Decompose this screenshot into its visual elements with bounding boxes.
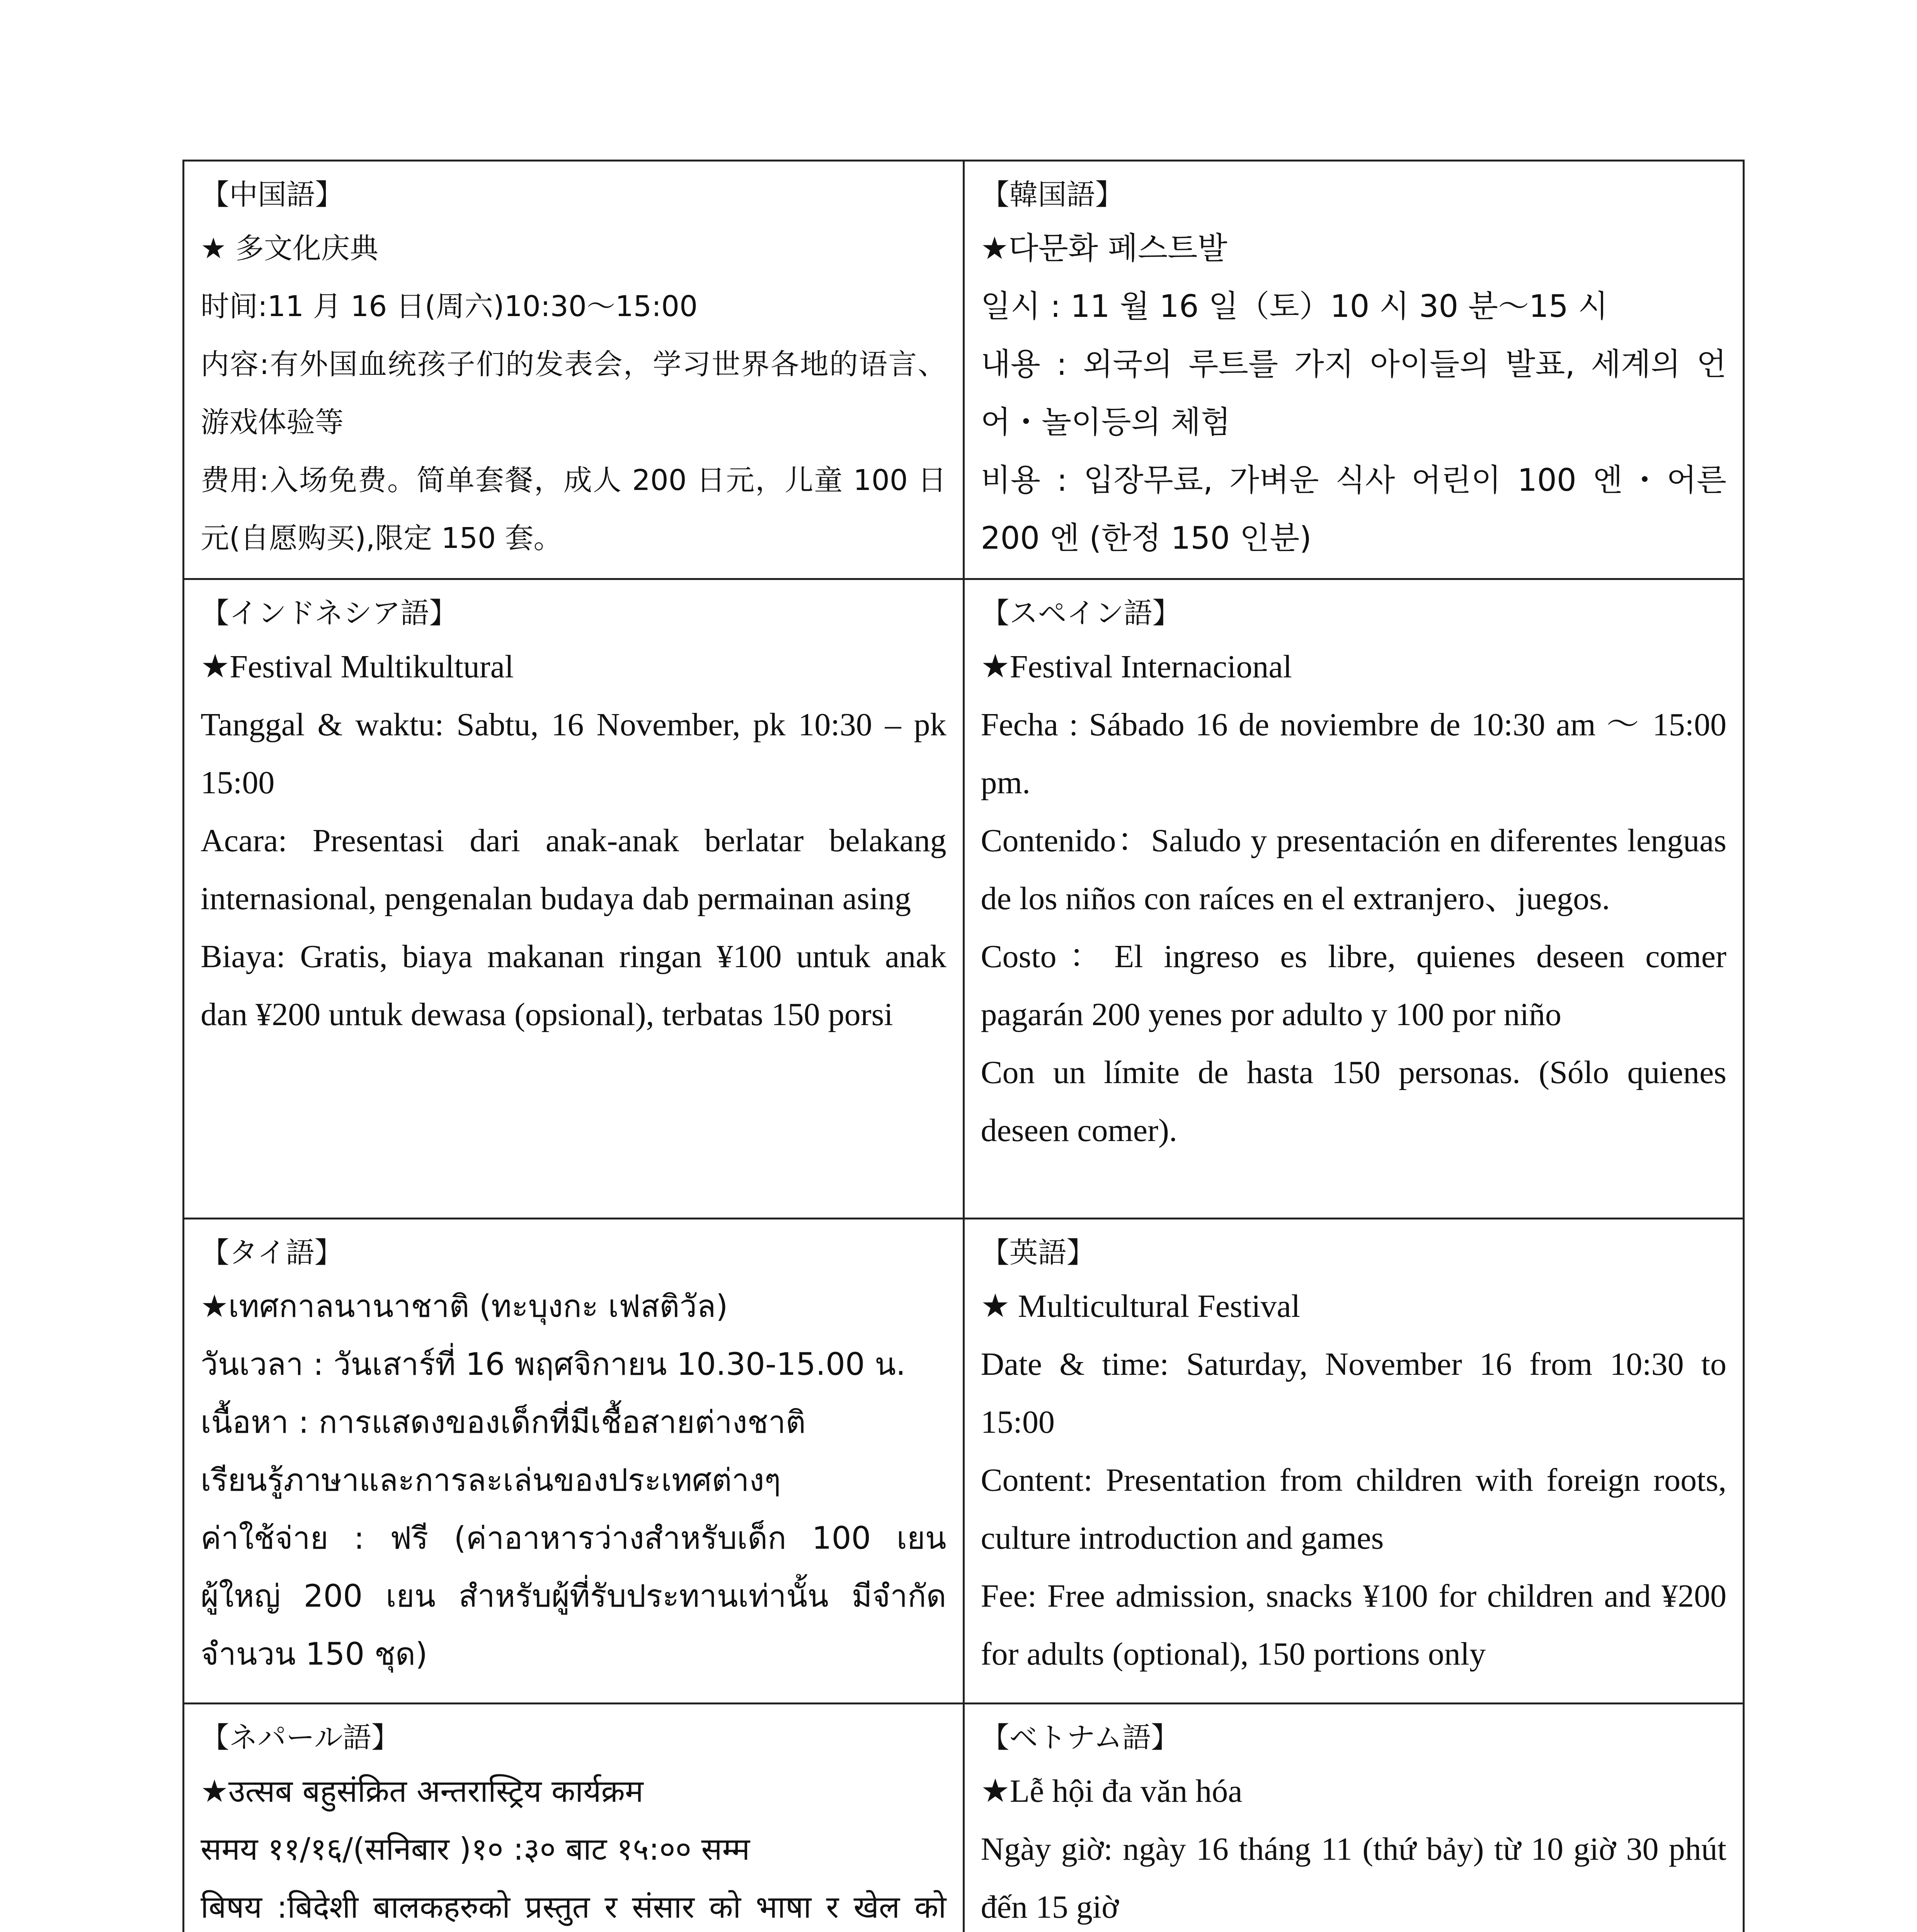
event-title: ★다문화 페스트발 — [981, 230, 1227, 266]
event-datetime: Date & time: Saturday, November 16 from 10:30 to 15:00 — [981, 1346, 1726, 1440]
language-heading: 【インドネシア語】 — [201, 597, 458, 630]
event-content-detail: เรียนรู้ภาษาและการละเล่นของประเทศต่างๆ — [201, 1462, 781, 1498]
event-content: Acara: Presentasi dari anak-anak berlatar belakang internasional, pengenalan budaya dab permainan asing — [201, 823, 947, 917]
event-datetime: 时间:11 月 16 日(周六)10:30〜15:00 — [201, 290, 698, 323]
event-content: เนื้อหา : การแสดงของเด็กที่มีเชื้อสายต่างชาติ — [201, 1404, 806, 1440]
cell-korean — [964, 161, 1744, 579]
event-fee: 费用:入场免费。简单套餐，成人 200 日元，儿童 100 日元(自愿购买),限定 150 套。 — [201, 464, 947, 555]
event-fee: Fee: Free admission, snacks ¥100 for children and ¥200 for adults (optional), 150 portions only — [981, 1578, 1726, 1672]
event-fee: Costo：El ingreso es libre, quienes deseen comer pagarán 200 yenes por adulto y 100 por niño — [981, 939, 1726, 1032]
event-fee: 비용 : 입장무료, 가벼운 식사 어린이 100 엔・어른 200 엔 (한정 150 인분) — [981, 462, 1726, 556]
event-content: 내용 : 외국의 루트를 가지 아이들의 발표, 세계의 언어・놀이등의 체험 — [981, 346, 1726, 440]
event-title: ★Festival Internacional — [981, 649, 1292, 685]
event-title: ★Lễ hội đa văn hóa — [981, 1773, 1243, 1809]
language-heading: 【ベトナム語】 — [981, 1721, 1180, 1754]
event-datetime: Ngày giờ: ngày 16 tháng 11 (thứ bảy) từ 10 giờ 30 phút đến 15 giờ — [981, 1831, 1726, 1925]
cell-thai — [184, 1219, 964, 1704]
event-fee: Biaya: Gratis, biaya makanan ringan ¥100 untuk anak dan ¥200 untuk dewasa (opsional), terbatas 150 porsi — [201, 939, 947, 1032]
translation-table — [182, 160, 1745, 1932]
event-title: ★ 多文化庆典 — [201, 232, 378, 265]
table-row — [184, 579, 1744, 1219]
event-content: Contenido：Saludo y presentación en diferentes lenguas de los niños con raíces en el extranjero、juegos. — [981, 823, 1726, 917]
table-row — [184, 1704, 1744, 1932]
language-heading: 【タイ語】 — [201, 1236, 343, 1269]
cell-chinese — [184, 161, 964, 579]
language-heading: 【ネパール語】 — [201, 1721, 400, 1754]
event-title: ★เทศกาลนานาชาติ (ทะบุงกะ เฟสติวัล) — [201, 1288, 728, 1324]
event-datetime: 일시 : 11 월 16 일（토）10 시 30 분〜15 시 — [981, 288, 1608, 324]
event-content: बिषय :बिदेशी बालकहरुको प्रस्तुत र संसार को भाषा र खेल को — [201, 1889, 947, 1925]
table-row — [184, 161, 1744, 579]
event-title: ★ Multicultural Festival — [981, 1288, 1301, 1324]
event-datetime: Tanggal & waktu: Sabtu, 16 November, pk 10:30 – pk 15:00 — [201, 707, 947, 801]
event-content: Content: Presentation from children with foreign roots, culture introduction and games — [981, 1462, 1726, 1556]
event-title: ★उत्सब बहुसंक्रित अन्तरास्ट्रिय कार्यक्रम — [201, 1773, 644, 1809]
language-heading: 【韓国語】 — [981, 178, 1124, 211]
language-heading: 【中国語】 — [201, 178, 344, 211]
cell-vietnamese — [964, 1704, 1744, 1932]
cell-indonesian — [184, 579, 964, 1219]
event-content: 内容:有外国血统孩子们的发表会，学习世界各地的语言、游戏体验等 — [201, 348, 947, 439]
table-row — [184, 1219, 1744, 1704]
language-heading: 【スペイン語】 — [981, 597, 1181, 630]
event-datetime: Fecha : Sábado 16 de noviembre de 10:30 am 〜 15:00 pm. — [981, 707, 1726, 801]
event-title: ★Festival Multikultural — [201, 649, 514, 685]
language-heading: 【英語】 — [981, 1236, 1095, 1269]
cell-nepali — [184, 1704, 964, 1932]
event-limit: Con un límite de hasta 150 personas. (Sólo quienes deseen comer). — [981, 1054, 1726, 1148]
event-datetime: समय ११/१६/(सनिबार )१० :३० बाट १५:०० सम्म — [201, 1831, 750, 1867]
event-fee: ค่าใช้จ่าย : ฟรี (ค่าอาหารว่างสำหรับเด็ก 100 เยน ผู้ใหญ่ 200 เยน สำหรับผู้ที่รับประทานเท่านั้น มีจำกัดจำนวน 150 ชุด) — [201, 1520, 947, 1672]
event-datetime: วันเวลา : วันเสาร์ที่ 16 พฤศจิกายน 10.30-15.00 น. — [201, 1346, 906, 1382]
cell-spanish — [964, 579, 1744, 1219]
cell-english — [964, 1219, 1744, 1704]
